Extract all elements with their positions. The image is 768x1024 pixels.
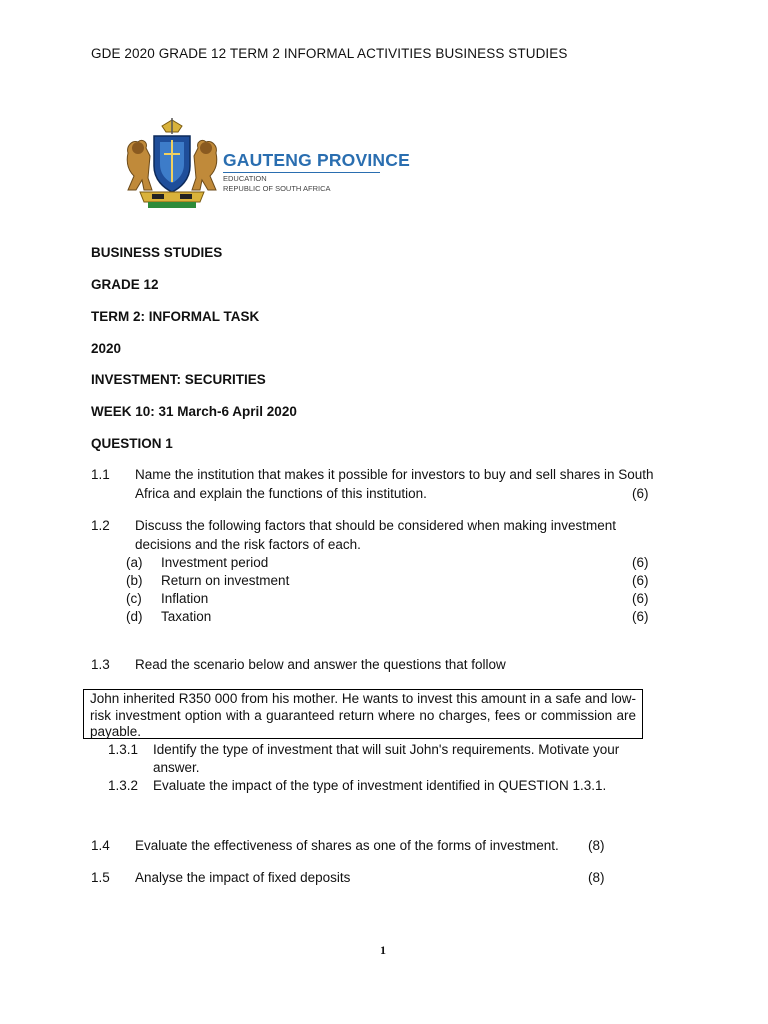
q1-4-text: Evaluate the effectiveness of shares as one of the forms of investment. [135,838,559,853]
heading-subject: BUSINESS STUDIES [91,245,223,260]
q1-5-mark: (8) [588,870,605,885]
q1-2-item-text: Investment period [161,555,269,570]
q1-2-item-letter: (b) [126,573,143,588]
heading-question: QUESTION 1 [91,436,173,451]
q1-2-item-text: Return on investment [161,573,290,588]
q1-3-2-number: 1.3.2 [108,778,139,793]
logo-title: GAUTENG PROVINCE [223,150,410,170]
q1-5-number: 1.5 [91,870,110,885]
logo-underline [223,172,380,173]
q1-2-text-line1: Discuss the following factors that should be considered when making investment [135,518,617,533]
heading-year: 2020 [91,341,122,356]
q1-4-mark: (8) [588,838,605,853]
heading-topic: INVESTMENT: SECURITIES [91,372,266,387]
q1-2-item-mark: (6) [632,609,649,624]
heading-week: WEEK 10: 31 March-6 April 2020 [91,404,297,419]
q1-1-mark: (6) [632,486,649,501]
q1-1-text-line2: Africa and explain the functions of this institution. [135,486,427,501]
scenario-box: John inherited R350 000 from his mother. He wants to invest this amount in a safe and low-risk investment option with a guaranteed return where no charges, fees or commission are payable. [83,689,643,739]
q1-4-number: 1.4 [91,838,110,853]
q1-3-number: 1.3 [91,657,110,672]
q1-3-1-number: 1.3.1 [108,742,139,757]
q1-2-item-letter: (c) [126,591,142,606]
q1-3-1-text-line1: Identify the type of investment that will suit John's requirements. Motivate your [153,742,620,757]
q1-3-1-text-line2: answer. [153,760,200,775]
q1-3-2-text: Evaluate the impact of the type of investment identified in QUESTION 1.3.1. [153,778,607,793]
q1-2-item-mark: (6) [632,555,649,570]
q1-2-item-letter: (a) [126,555,143,570]
gauteng-logo [110,100,410,220]
q1-5-text: Analyse the impact of fixed deposits [135,870,351,885]
q1-1-text-line1: Name the institution that makes it possible for investors to buy and sell shares in South [135,467,654,482]
q1-2-number: 1.2 [91,518,110,533]
q1-2-item-letter: (d) [126,609,143,624]
logo-line-country: REPUBLIC OF SOUTH AFRICA [223,184,331,193]
q1-2-text-line2: decisions and the risk factors of each. [135,537,361,552]
page-number: 1 [380,943,386,957]
logo-line-education: EDUCATION [223,174,267,183]
q1-2-item-mark: (6) [632,591,649,606]
q1-1-number: 1.1 [91,467,110,482]
q1-2-item-text: Inflation [161,591,209,606]
q1-2-item-text: Taxation [161,609,212,624]
coat-of-arms-icon [118,118,226,218]
q1-3-text: Read the scenario below and answer the questions that follow [135,657,506,672]
q1-2-item-mark: (6) [632,573,649,588]
heading-grade: GRADE 12 [91,277,159,292]
heading-term: TERM 2: INFORMAL TASK [91,309,260,324]
document-header: GDE 2020 GRADE 12 TERM 2 INFORMAL ACTIVITIES BUSINESS STUDIES [91,46,568,61]
